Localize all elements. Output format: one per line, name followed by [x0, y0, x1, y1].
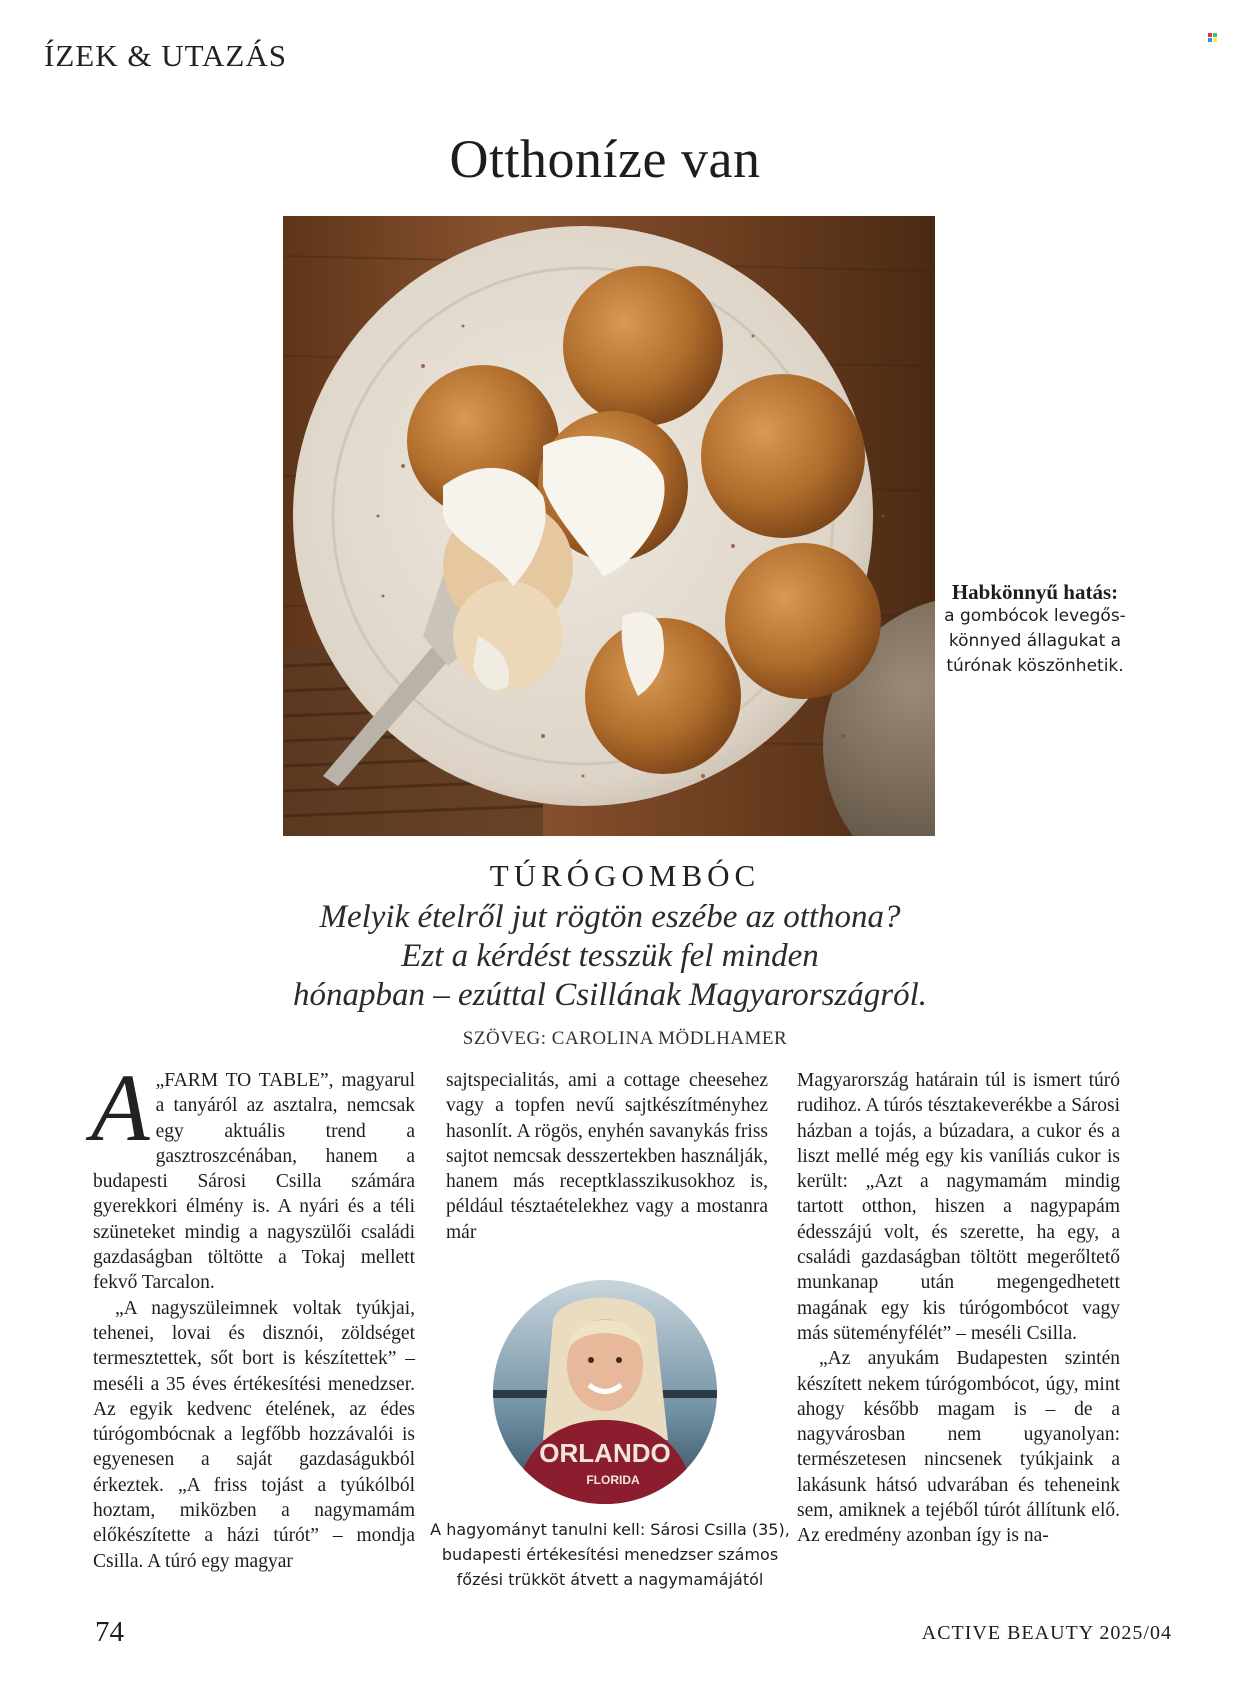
article-column-1 [91, 1054, 415, 1574]
article-column-3 [797, 1068, 1120, 1549]
paragraph-text: „FARM TO TABLE”, magyarul a tanyáról az asztalra, nemcsak egy aktuális trend a gasztroszcénában, hanem a budapesti Sárosi Csilla számára gyerekkori élmény is. A nyári és a téli szüneteket mindig a nagyszülői családi gazdaságban töltötte a Tokaj mellett fekvő Tarcalon. [93, 1070, 415, 1294]
article-intro [260, 898, 960, 1015]
portrait-shirt-text: ORLANDO [539, 1438, 671, 1468]
photo-caption-lead: Habkönnyű hatás: [951, 580, 1119, 604]
portrait-caption: A hagyományt tanulni kell: Sárosi Csilla (35), budapesti értékesítési menedzser számos főzési trükköt átvett a nagymamájától [430, 1520, 790, 1589]
recipe-title: TÚRÓGOMBÓC [489, 858, 761, 893]
page-title: Otthoníze van [449, 129, 761, 189]
intro-line: Ezt a kérdést tesszük fel minden [401, 938, 819, 974]
photo-caption [930, 580, 1140, 679]
magazine-issue: ACTIVE BEAUTY 2025/04 [921, 1622, 1172, 1644]
portrait-shirt-subtext: FLORIDA [586, 1473, 640, 1487]
paragraph: „Az anyukám Budapesten szintén készített nekem túrógombócot, úgy, mint ahogy később magam is – de a nagyvárosban nem ugyanolyan: természetesen nincsenek tyúkjaink a lakásunk hátsó udvarában és teheneink sem, amiknek a tejéből túrót állítunk elő. Az eredmény azonban így is na- [797, 1348, 1120, 1547]
intro-line: hónapban – ezúttal Csillának Magyarországról. [292, 977, 928, 1013]
intro-line: Melyik ételről jut rögtön eszébe az otthona? [319, 899, 901, 935]
hero-food-photo [283, 216, 935, 836]
portrait-photo [493, 1280, 717, 1504]
page-number: 74 [95, 1616, 124, 1648]
drop-cap: A [91, 1054, 150, 1161]
byline: SZÖVEG: CAROLINA MÖDLHAMER [462, 1028, 788, 1049]
color-registration-mark [1208, 33, 1217, 42]
paragraph: „A nagyszüleimnek voltak tyúkjai, tehenei, lovai és disznói, zöldséget termesztettek, sőt bort is készítettek” – meséli a 35 éves értékesítési menedzser. Az egyik kedvenc ételének, az édes túrógombócnak a legfőbb hozzávalói is egyenesen a saját gazdaságukból érkeztek. „A friss tojást a tyúkólból hoztam, miközben a nagymamám előkészítette a házi túrót” – mondja Csilla. A túró egy magyar [93, 1297, 415, 1572]
paragraph: Magyarország határain túl is ismert túró rudihoz. A túrós tésztakeverékbe a Sárosi házban a tojás, a búzadara, a cukor és a liszt mellé még egy kis vaníliás cukor is került: „Azt a nagymamám mindig tartott otthon, hiszen a nagypapám édesszájú volt, és szerette, ha egy, a családi gazdaságban töltött megerőltető munkanap után megengedhetett magának egy kis túrógombócot vagy más süteményfélét” – meséli Csilla. [797, 1070, 1120, 1344]
paragraph: sajtspecialitás, ami a cottage cheesehez vagy a topfen nevű sajtkészítményhez hasonlít. A rögös, enyhén savanykás friss sajtot nemcsak desszertekben használják, hanem más receptklasszikusokhoz is, például tésztaételekhez vagy a mostanra már [446, 1070, 768, 1243]
article-column-2 [446, 1068, 768, 1245]
paragraph [91, 1054, 415, 1296]
section-label: ÍZEK & UTAZÁS [44, 38, 287, 73]
photo-caption-text: a gombócok levegős-könnyed állagukat a túrónak köszönhetik. [944, 606, 1126, 676]
